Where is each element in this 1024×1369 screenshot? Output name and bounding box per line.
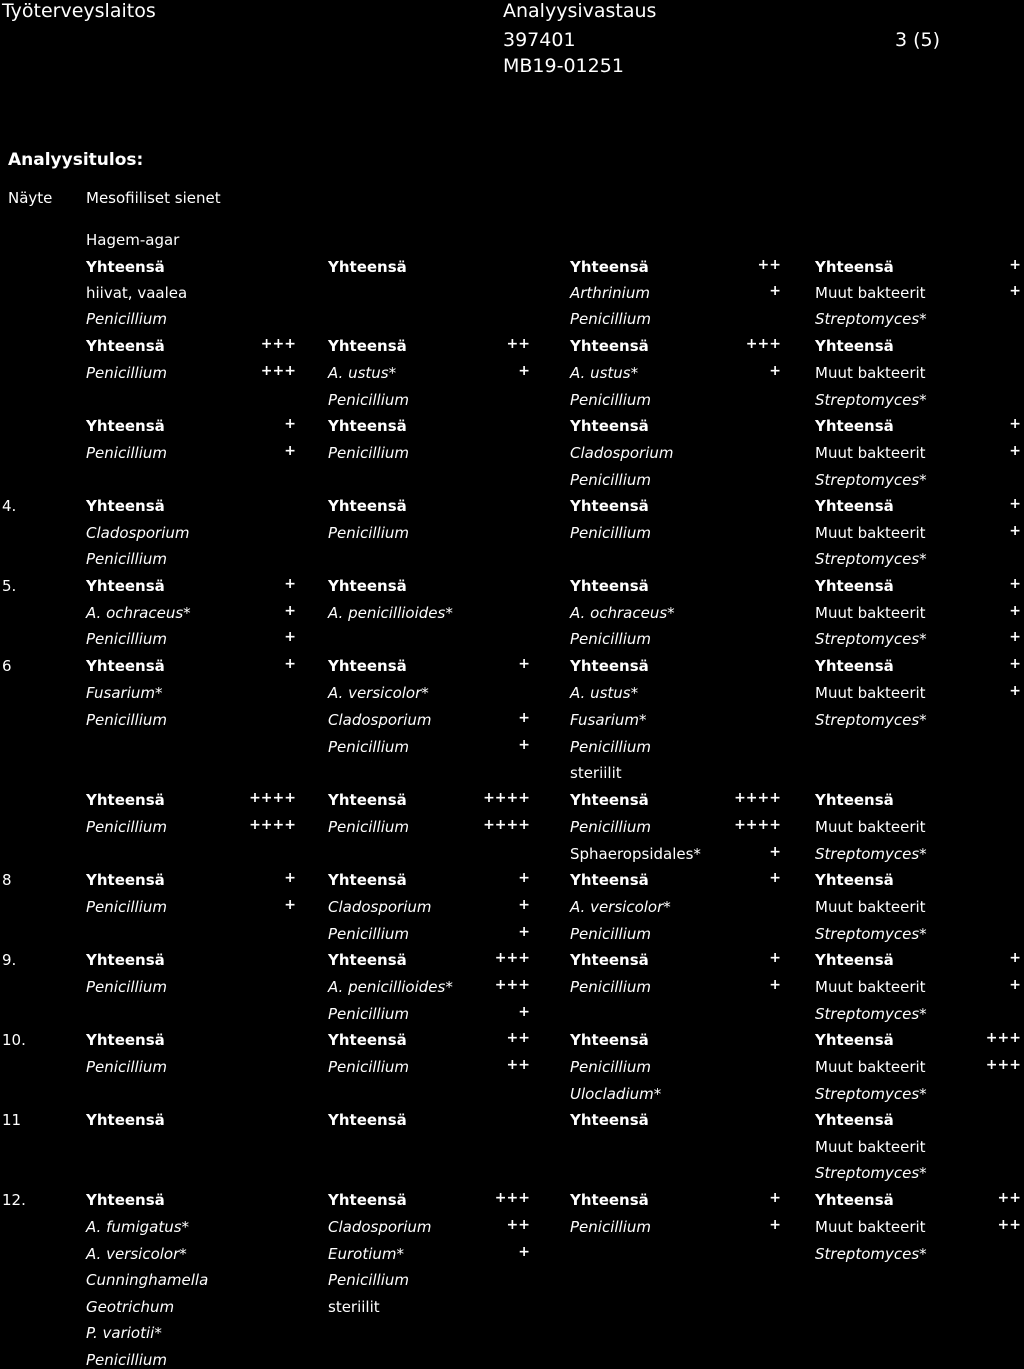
- organism-name: Penicillium: [570, 524, 651, 542]
- abundance-rating: +: [769, 363, 781, 379]
- organism-name: Ulocladium*: [570, 1085, 662, 1103]
- section-title: Analyysitulos:: [8, 150, 144, 170]
- organism-name: Penicillium: [328, 925, 409, 943]
- organism-name: Cunninghamella: [86, 1271, 209, 1289]
- organism-name: Streptomyces*: [815, 1164, 927, 1182]
- sample-number: 11: [2, 1111, 22, 1129]
- total-label: Yhteensä: [328, 657, 407, 675]
- abundance-rating: +: [1009, 603, 1021, 619]
- organism-name: Muut bakteerit: [815, 978, 926, 996]
- organism-name: steriilit: [570, 764, 622, 782]
- organism-name: Muut bakteerit: [815, 364, 926, 382]
- total-label: Yhteensä: [570, 337, 649, 355]
- organism-name: Streptomyces*: [815, 1005, 927, 1023]
- abundance-rating: +: [1009, 683, 1021, 699]
- organism-name: Penicillium: [86, 550, 167, 568]
- organism-name: A. ustus*: [570, 364, 639, 382]
- total-label: Yhteensä: [570, 258, 649, 276]
- abundance-rating: +: [769, 977, 781, 993]
- reference-code: MB19-01251: [503, 55, 624, 77]
- abundance-rating: +: [769, 870, 781, 886]
- organism-name: Arthrinium: [570, 284, 650, 302]
- organism-name: Cladosporium: [328, 898, 432, 916]
- abundance-rating: +: [1009, 629, 1021, 645]
- abundance-rating: +: [1009, 416, 1021, 432]
- total-label: Yhteensä: [86, 871, 165, 889]
- abundance-rating: +++: [494, 950, 530, 966]
- organism-name: Cladosporium: [570, 444, 674, 462]
- organism-name: Muut bakteerit: [815, 1218, 926, 1236]
- organism-name: Eurotium*: [328, 1245, 404, 1263]
- total-label: Yhteensä: [570, 497, 649, 515]
- organism-name: Streptomyces*: [815, 310, 927, 328]
- organism-name: Penicillium: [86, 1058, 167, 1076]
- organism-name: Penicillium: [328, 1058, 409, 1076]
- abundance-rating: +: [769, 950, 781, 966]
- total-label: Yhteensä: [86, 577, 165, 595]
- organism-name: Penicillium: [328, 1005, 409, 1023]
- medium-label: Hagem-agar: [86, 231, 180, 249]
- organism-name: Muut bakteerit: [815, 284, 926, 302]
- abundance-rating: +++: [745, 336, 781, 352]
- abundance-rating: ++++: [249, 790, 296, 806]
- total-label: Yhteensä: [815, 1031, 894, 1049]
- total-label: Yhteensä: [570, 417, 649, 435]
- total-label: Yhteensä: [86, 258, 165, 276]
- organism-name: Muut bakteerit: [815, 524, 926, 542]
- sample-number: 6: [2, 657, 12, 675]
- organism-name: Penicillium: [86, 898, 167, 916]
- total-label: Yhteensä: [570, 1191, 649, 1209]
- abundance-rating: +: [1009, 283, 1021, 299]
- organism-name: P. variotii*: [86, 1324, 162, 1342]
- total-label: Yhteensä: [328, 1031, 407, 1049]
- total-label: Yhteensä: [815, 577, 894, 595]
- organism-name: Geotrichum: [86, 1298, 175, 1316]
- organism-name: A. versicolor*: [86, 1245, 187, 1263]
- total-label: Yhteensä: [86, 497, 165, 515]
- sample-number: 4.: [2, 497, 17, 515]
- abundance-rating: +: [769, 283, 781, 299]
- organism-name: A. versicolor*: [328, 684, 429, 702]
- organism-name: Penicillium: [328, 1271, 409, 1289]
- abundance-rating: +: [284, 576, 296, 592]
- abundance-rating: +: [284, 656, 296, 672]
- organism-name: Cladosporium: [86, 524, 190, 542]
- abundance-rating: +++: [494, 1190, 530, 1206]
- organism-name: Streptomyces*: [815, 711, 927, 729]
- abundance-rating: +: [518, 737, 530, 753]
- organism-name: A. penicillioides*: [328, 978, 453, 996]
- total-label: Yhteensä: [815, 417, 894, 435]
- column-header-sample: Näyte: [8, 189, 53, 207]
- organism-name: Streptomyces*: [815, 550, 927, 568]
- abundance-rating: +: [284, 897, 296, 913]
- abundance-rating: ++: [506, 1057, 530, 1073]
- abundance-rating: ++: [506, 1030, 530, 1046]
- total-label: Yhteensä: [86, 951, 165, 969]
- organism-name: Streptomyces*: [815, 391, 927, 409]
- total-label: Yhteensä: [328, 417, 407, 435]
- abundance-rating: +: [769, 1217, 781, 1233]
- abundance-rating: +: [1009, 950, 1021, 966]
- total-label: Yhteensä: [570, 657, 649, 675]
- total-label: Yhteensä: [86, 1031, 165, 1049]
- abundance-rating: +++: [985, 1057, 1021, 1073]
- organism-name: Penicillium: [86, 711, 167, 729]
- organism-name: Penicillium: [328, 391, 409, 409]
- organism-name: Penicillium: [86, 818, 167, 836]
- organism-name: A. ochraceus*: [86, 604, 191, 622]
- abundance-rating: +: [1009, 496, 1021, 512]
- organism-name: Penicillium: [328, 524, 409, 542]
- abundance-rating: +: [284, 416, 296, 432]
- sample-number: 12.: [2, 1191, 26, 1209]
- total-label: Yhteensä: [570, 1031, 649, 1049]
- organism-name: Streptomyces*: [815, 471, 927, 489]
- abundance-rating: +: [769, 1190, 781, 1206]
- organism-name: Penicillium: [570, 978, 651, 996]
- column-header-group: Mesofiiliset sienet: [86, 189, 221, 207]
- organism-name: Streptomyces*: [815, 1245, 927, 1263]
- total-label: Yhteensä: [815, 657, 894, 675]
- organization-name: Työterveyslaitos: [2, 0, 156, 22]
- abundance-rating: ++: [757, 257, 781, 273]
- total-label: Yhteensä: [570, 577, 649, 595]
- total-label: Yhteensä: [815, 791, 894, 809]
- abundance-rating: +: [284, 443, 296, 459]
- abundance-rating: +: [1009, 576, 1021, 592]
- abundance-rating: +: [284, 870, 296, 886]
- organism-name: Fusarium*: [570, 711, 647, 729]
- total-label: Yhteensä: [570, 1111, 649, 1129]
- total-label: Yhteensä: [328, 497, 407, 515]
- total-label: Yhteensä: [815, 951, 894, 969]
- abundance-rating: ++: [506, 1217, 530, 1233]
- organism-name: Penicillium: [570, 738, 651, 756]
- total-label: Yhteensä: [328, 258, 407, 276]
- organism-name: Cladosporium: [328, 711, 432, 729]
- abundance-rating: +: [518, 924, 530, 940]
- abundance-rating: ++++: [734, 817, 781, 833]
- page-number: 3 (5): [895, 29, 941, 51]
- organism-name: Streptomyces*: [815, 630, 927, 648]
- organism-name: A. ochraceus*: [570, 604, 675, 622]
- organism-name: Penicillium: [328, 444, 409, 462]
- organism-name: Muut bakteerit: [815, 1058, 926, 1076]
- organism-name: Muut bakteerit: [815, 1138, 926, 1156]
- sample-number: 8: [2, 871, 12, 889]
- total-label: Yhteensä: [86, 1111, 165, 1129]
- organism-name: Fusarium*: [86, 684, 163, 702]
- organism-name: A. ustus*: [328, 364, 397, 382]
- total-label: Yhteensä: [86, 417, 165, 435]
- sample-number: 5.: [2, 577, 17, 595]
- total-label: Yhteensä: [86, 657, 165, 675]
- organism-name: Streptomyces*: [815, 1085, 927, 1103]
- abundance-rating: +: [284, 603, 296, 619]
- abundance-rating: +++: [494, 977, 530, 993]
- abundance-rating: ++: [506, 336, 530, 352]
- total-label: Yhteensä: [570, 791, 649, 809]
- organism-name: Streptomyces*: [815, 925, 927, 943]
- abundance-rating: +: [518, 363, 530, 379]
- organism-name: Penicillium: [570, 630, 651, 648]
- organism-name: Penicillium: [86, 978, 167, 996]
- abundance-rating: ++: [997, 1190, 1021, 1206]
- total-label: Yhteensä: [328, 1191, 407, 1209]
- total-label: Yhteensä: [815, 497, 894, 515]
- abundance-rating: +: [284, 629, 296, 645]
- sample-number: 10.: [2, 1031, 26, 1049]
- organism-name: Penicillium: [86, 310, 167, 328]
- abundance-rating: +: [518, 897, 530, 913]
- abundance-rating: +: [1009, 977, 1021, 993]
- organism-name: Sphaeropsidales*: [570, 845, 701, 863]
- abundance-rating: ++++: [483, 817, 530, 833]
- total-label: Yhteensä: [86, 337, 165, 355]
- abundance-rating: +: [518, 656, 530, 672]
- abundance-rating: +++: [985, 1030, 1021, 1046]
- abundance-rating: +: [1009, 257, 1021, 273]
- total-label: Yhteensä: [328, 577, 407, 595]
- total-label: Yhteensä: [570, 951, 649, 969]
- organism-name: A. fumigatus*: [86, 1218, 190, 1236]
- organism-name: Penicillium: [570, 925, 651, 943]
- organism-name: Penicillium: [570, 310, 651, 328]
- total-label: Yhteensä: [328, 337, 407, 355]
- organism-name: Muut bakteerit: [815, 818, 926, 836]
- organism-name: Muut bakteerit: [815, 898, 926, 916]
- organism-name: Penicillium: [86, 630, 167, 648]
- abundance-rating: +++: [260, 336, 296, 352]
- organism-name: Penicillium: [570, 1218, 651, 1236]
- organism-name: Streptomyces*: [815, 845, 927, 863]
- abundance-rating: ++++: [734, 790, 781, 806]
- organism-name: Muut bakteerit: [815, 444, 926, 462]
- abundance-rating: ++++: [483, 790, 530, 806]
- abundance-rating: +: [1009, 523, 1021, 539]
- organism-name: Penicillium: [570, 1058, 651, 1076]
- organism-name: Penicillium: [86, 444, 167, 462]
- abundance-rating: +: [769, 844, 781, 860]
- abundance-rating: +: [1009, 443, 1021, 459]
- organism-name: steriilit: [328, 1298, 380, 1316]
- organism-name: Penicillium: [328, 738, 409, 756]
- organism-name: A. versicolor*: [570, 898, 671, 916]
- total-label: Yhteensä: [328, 871, 407, 889]
- organism-name: Penicillium: [570, 471, 651, 489]
- total-label: Yhteensä: [328, 1111, 407, 1129]
- total-label: Yhteensä: [86, 791, 165, 809]
- abundance-rating: +: [518, 1004, 530, 1020]
- organism-name: Cladosporium: [328, 1218, 432, 1236]
- abundance-rating: +: [518, 1244, 530, 1260]
- organism-name: Penicillium: [328, 818, 409, 836]
- organism-name: A. penicillioides*: [328, 604, 453, 622]
- sample-number: 9.: [2, 951, 17, 969]
- organism-name: hiivat, vaalea: [86, 284, 188, 302]
- total-label: Yhteensä: [328, 951, 407, 969]
- organism-name: Muut bakteerit: [815, 684, 926, 702]
- total-label: Yhteensä: [815, 337, 894, 355]
- total-label: Yhteensä: [570, 871, 649, 889]
- abundance-rating: +: [518, 710, 530, 726]
- organism-name: A. ustus*: [570, 684, 639, 702]
- abundance-rating: +++: [260, 363, 296, 379]
- total-label: Yhteensä: [815, 871, 894, 889]
- organism-name: Penicillium: [86, 364, 167, 382]
- organism-name: Penicillium: [570, 391, 651, 409]
- total-label: Yhteensä: [815, 258, 894, 276]
- abundance-rating: +: [518, 870, 530, 886]
- total-label: Yhteensä: [815, 1111, 894, 1129]
- abundance-rating: ++: [997, 1217, 1021, 1233]
- document-number: 397401: [503, 29, 576, 51]
- total-label: Yhteensä: [328, 791, 407, 809]
- total-label: Yhteensä: [86, 1191, 165, 1209]
- organism-name: Penicillium: [86, 1351, 167, 1369]
- organism-name: Muut bakteerit: [815, 604, 926, 622]
- abundance-rating: ++++: [249, 817, 296, 833]
- total-label: Yhteensä: [815, 1191, 894, 1209]
- abundance-rating: +: [1009, 656, 1021, 672]
- document-type: Analyysivastaus: [503, 0, 657, 22]
- organism-name: Penicillium: [570, 818, 651, 836]
